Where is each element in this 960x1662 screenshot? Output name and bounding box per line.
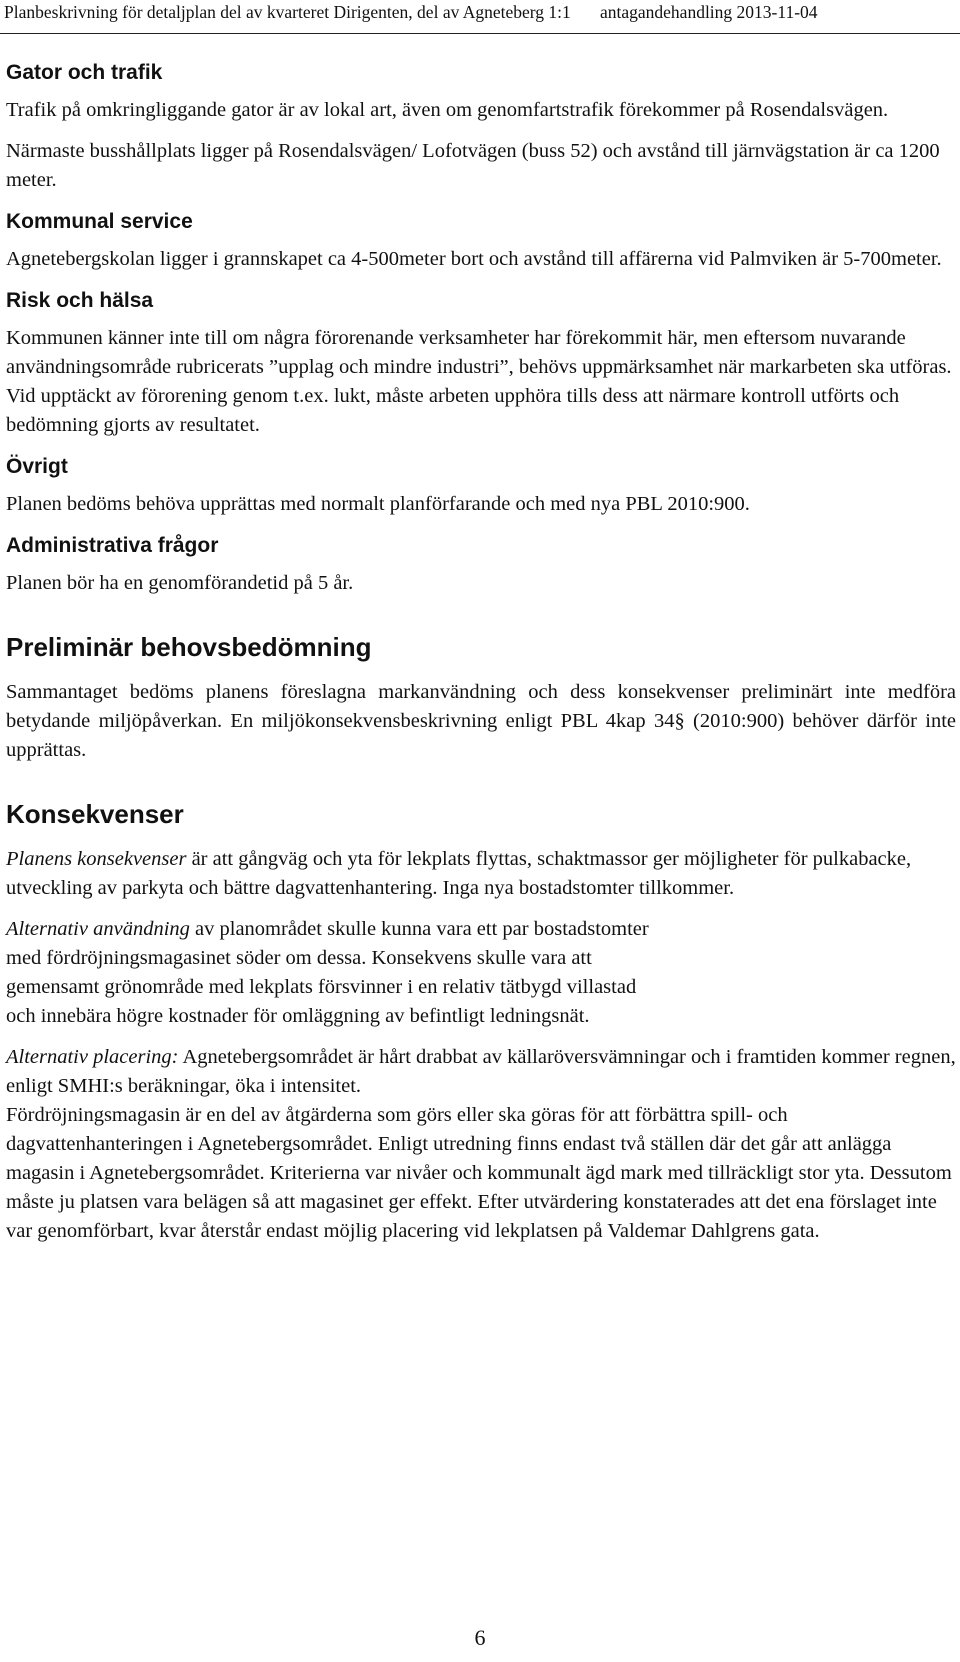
- paragraph-fordrojningsmagasin: Fördröjningsmagasin är en del av åtgärderna som görs eller ska göras för att förbättra spill- och dagvattenhanteringen i Agnetebergsområdet. Enligt utredning finns endast två ställen där det går att anlägga magasin i Agnetebergsområdet. Kriterierna var nivåer och kommunalt ägd mark med tillräckligt stor yta. Dessutom måste ju platsen vara belägen så att magasinet ger effekt. Efter utvärdering konstaterades att det ena förslaget inte var genomförbart, kvar återstår endast möjlig placering vid lekplatsen på Valdemar Dahlgrens gata.: [6, 1104, 952, 1242]
- alternativ-anvandning-lead: Alternativ användning: [6, 918, 190, 940]
- heading-risk-och-halsa: Risk och hälsa: [6, 289, 154, 312]
- section-spacer: [6, 777, 956, 797]
- header-stage: antagandehandling 2013-11-04: [600, 2, 818, 22]
- header-title: Planbeskrivning för detaljplan del av kvarteret Dirigenten, del av Agneteberg 1:1: [4, 2, 571, 22]
- paragraph-ovrigt-1: Planen bedöms behöva upprättas med normalt planförfarande och med nya PBL 2010:900.: [6, 493, 750, 515]
- alternativ-anvandning-line-2: med fördröjningsmagasinet söder om dessa. Konsekvens skulle vara att: [6, 947, 592, 969]
- paragraph-konsekvenser-1: [6, 845, 956, 903]
- heading-preliminar-behovsbedomning: Preliminär behovsbedömning: [6, 632, 372, 662]
- paragraph-admin-1: Planen bör ha en genomförandetid på 5 år.: [6, 572, 354, 594]
- heading-gator-och-trafik: Gator och trafik: [6, 61, 163, 84]
- heading-konsekvenser: Konsekvenser: [6, 799, 184, 829]
- section-spacer: [6, 610, 956, 630]
- paragraph-kommunal-1: Agnetebergskolan ligger i grannskapet ca 4-500meter bort och avstånd till affärerna vid Palmviken är 5-700meter.: [6, 248, 942, 270]
- konsekvenser-lead: Planens konsekvenser: [6, 848, 187, 870]
- prelim-text-a: Sammantaget bedöms planens föreslagna markanvändning och dess konsekvenser preliminärt inte medföra betydande miljöpåverkan. En miljökonsekvensbeskrivning enligt PBL 4kap 34: [6, 681, 956, 732]
- paragraph-prelim-1: [6, 678, 956, 765]
- alternativ-anvandning-line-1: av planområdet skulle kunna vara ett par bostadstomter: [189, 918, 649, 940]
- heading-kommunal-service: Kommunal service: [6, 210, 193, 233]
- konsekvenser-text: är att gångväg och yta för lekplats flyttas, schaktmassor ger möjligheter för pulkabacke, utveckling av parkyta och bättre dagvattenhantering. Inga nya bostadstomter tillkommer.: [6, 848, 912, 899]
- paragraph-alternativ-anvandning: [6, 915, 956, 1031]
- alternativ-anvandning-line-3: gemensamt grönområde med lekplats försvinner i en relativ tätbygd villastad: [6, 976, 637, 998]
- heading-ovrigt: Övrigt: [6, 455, 68, 478]
- paragraph-gator-2: Närmaste busshållplats ligger på Rosendalsvägen/ Lofotvägen (buss 52) och avstånd till järnvägstation är ca 1200 meter.: [6, 140, 940, 191]
- heading-administrativa-fragor: Administrativa frågor: [6, 534, 219, 557]
- alternativ-placering-text: Agnetebergsområdet är hårt drabbat av källaröversvämningar och i framtiden kommer regnen, enligt SMHI:s beräkningar, öka i intensitet.: [6, 1046, 956, 1097]
- page-content: [6, 58, 956, 1246]
- alternativ-placering-lead: Alternativ placering:: [6, 1046, 179, 1068]
- prelim-text-b: (2010:900) behöver därför inte upprättas.: [6, 710, 956, 761]
- paragraph-risk-1: Kommunen känner inte till om några förorenande verksamheter har förekommit här, men eftersom nuvarande användningsområde rubricerats ”upplag och mindre industri”, behövs uppmärksamhet när markarbeten ska utföras. Vid upptäckt av förorening genom t.ex. lukt, måste arbeten upphöra tills dess att närmare kontroll utförts och bedömning gjorts av resultatet.: [6, 327, 952, 436]
- alternativ-anvandning-line-4: och innebära högre kostnader för omläggning av befintligt ledningsnät.: [6, 1005, 590, 1027]
- running-header: [0, 0, 960, 34]
- paragraph-alternativ-placering: [6, 1043, 956, 1101]
- paragraph-gator-1: Trafik på omkringliggande gator är av lokal art, även om genomfartstrafik förekommer på Rosendalsvägen.: [6, 99, 889, 121]
- section-sign: §: [674, 710, 685, 732]
- page-number: 6: [474, 1625, 486, 1650]
